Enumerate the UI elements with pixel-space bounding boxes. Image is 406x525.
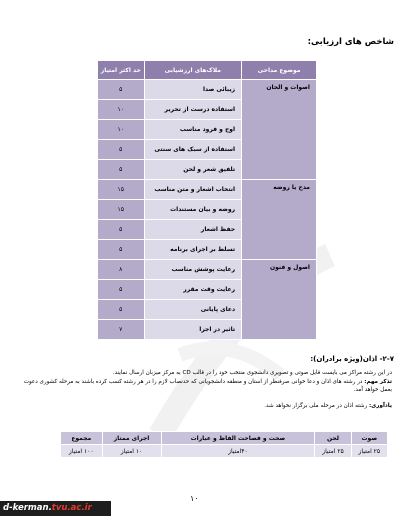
header-max: حد اکثر امتیاز <box>98 61 145 80</box>
table-row <box>61 445 388 458</box>
logo-accent-text: tvu.ac.ir <box>51 503 92 513</box>
max-score-cell: ۱۰ <box>98 100 145 120</box>
header-criteria: ملاک‌های ارزشیابی <box>144 61 242 80</box>
site-logo <box>0 501 111 516</box>
criterion-cell: دعای پایانی <box>144 300 242 320</box>
score-table <box>60 431 388 458</box>
note-label: تذکر مهم: <box>364 379 392 385</box>
max-score-cell: ۱۰ <box>98 120 145 140</box>
paragraph-text: در رشته های اذان و دعا خوانی صرفنظر از استان و منطقه دانشجویانی که حدنصاب لازم را در هر رشته کسب کرده باشند به مرحله کشوری دعوت بعمل خواهد آمد. <box>23 379 392 393</box>
paragraph-submission <box>22 369 392 377</box>
header-topic: موضوع مداحی <box>242 61 317 80</box>
max-score-cell: ۵ <box>98 140 145 160</box>
max-score-cell: ۵ <box>98 160 145 180</box>
paragraph-text: رشته اذان در مرحله ملی برگزار نخواهد شد. <box>264 403 368 409</box>
criterion-cell: انتخاب اشعار و متن مناسب <box>144 180 242 200</box>
criteria-header-row <box>98 61 317 80</box>
criterion-cell: رعایت پوشش مناسب <box>144 260 242 280</box>
score-header-cell: لحن <box>315 432 351 445</box>
max-score-cell: ۷ <box>98 320 145 340</box>
paragraph-text: در این رشته مراکز می بایست فایل صوتی و تصویری دانشجوی منتخب خود را در قالب CD به مرکز میزبان ارسال نمایند. <box>112 370 392 376</box>
paragraph-reminder <box>22 402 392 410</box>
reminder-label: یادآوری: <box>368 403 392 409</box>
table-row <box>98 260 317 280</box>
score-header-cell: اجرای ممتاز <box>102 432 161 445</box>
score-value-cell: ۱۰ امتیاز <box>102 445 161 458</box>
max-score-cell: ۱۵ <box>98 180 145 200</box>
table-row <box>98 180 317 200</box>
score-value-cell: ۱۰۰ امتیاز <box>61 445 103 458</box>
score-header-row <box>61 432 388 445</box>
topic-cell: اصوات و الحان <box>242 80 317 180</box>
page-number: ۱۰ <box>190 494 199 503</box>
score-header-cell: صوت <box>351 432 387 445</box>
max-score-cell: ۵ <box>98 220 145 240</box>
max-score-cell: ۵ <box>98 300 145 320</box>
score-header-cell: مجموع <box>61 432 103 445</box>
criterion-cell: زیبائی صدا <box>144 80 242 100</box>
score-value-cell: ۲۵ امتیاز <box>351 445 387 458</box>
criterion-cell: تاثیر در اجرا <box>144 320 242 340</box>
logo-main-text: d-kerman. <box>3 503 52 513</box>
criterion-cell: استفاده درست از تحریر <box>144 100 242 120</box>
section-title: شاخص های ارزیابی: <box>307 37 394 47</box>
subsection-title: ۲-۷- اذان(ویژه برادران): <box>310 355 394 363</box>
criterion-cell: استفاده از سبک های سنتی <box>144 140 242 160</box>
paragraph-important-note <box>22 378 392 394</box>
criterion-cell: تلفیق شعر و لحن <box>144 160 242 180</box>
criterion-cell: حفظ اشعار <box>144 220 242 240</box>
criterion-cell: تسلط بر اجرای برنامه <box>144 240 242 260</box>
table-row <box>98 80 317 100</box>
max-score-cell: ۵ <box>98 280 145 300</box>
criterion-cell: رعایت وقت مقرر <box>144 280 242 300</box>
max-score-cell: ۵ <box>98 80 145 100</box>
topic-cell: اصول و فنون <box>242 260 317 340</box>
score-value-cell: ۲۵ امتیاز <box>315 445 351 458</box>
max-score-cell: ۵ <box>98 240 145 260</box>
score-header-cell: صحت و فصاحت الفاظ و عبارات <box>161 432 315 445</box>
criterion-cell: اوج و فرود مناسب <box>144 120 242 140</box>
max-score-cell: ۸ <box>98 260 145 280</box>
max-score-cell: ۱۵ <box>98 200 145 220</box>
criteria-table <box>97 60 317 340</box>
topic-cell: مدح یا روضه <box>242 180 317 260</box>
score-value-cell: ۴۰امتیاز <box>161 445 315 458</box>
criterion-cell: روضه و بیان مستندات <box>144 200 242 220</box>
